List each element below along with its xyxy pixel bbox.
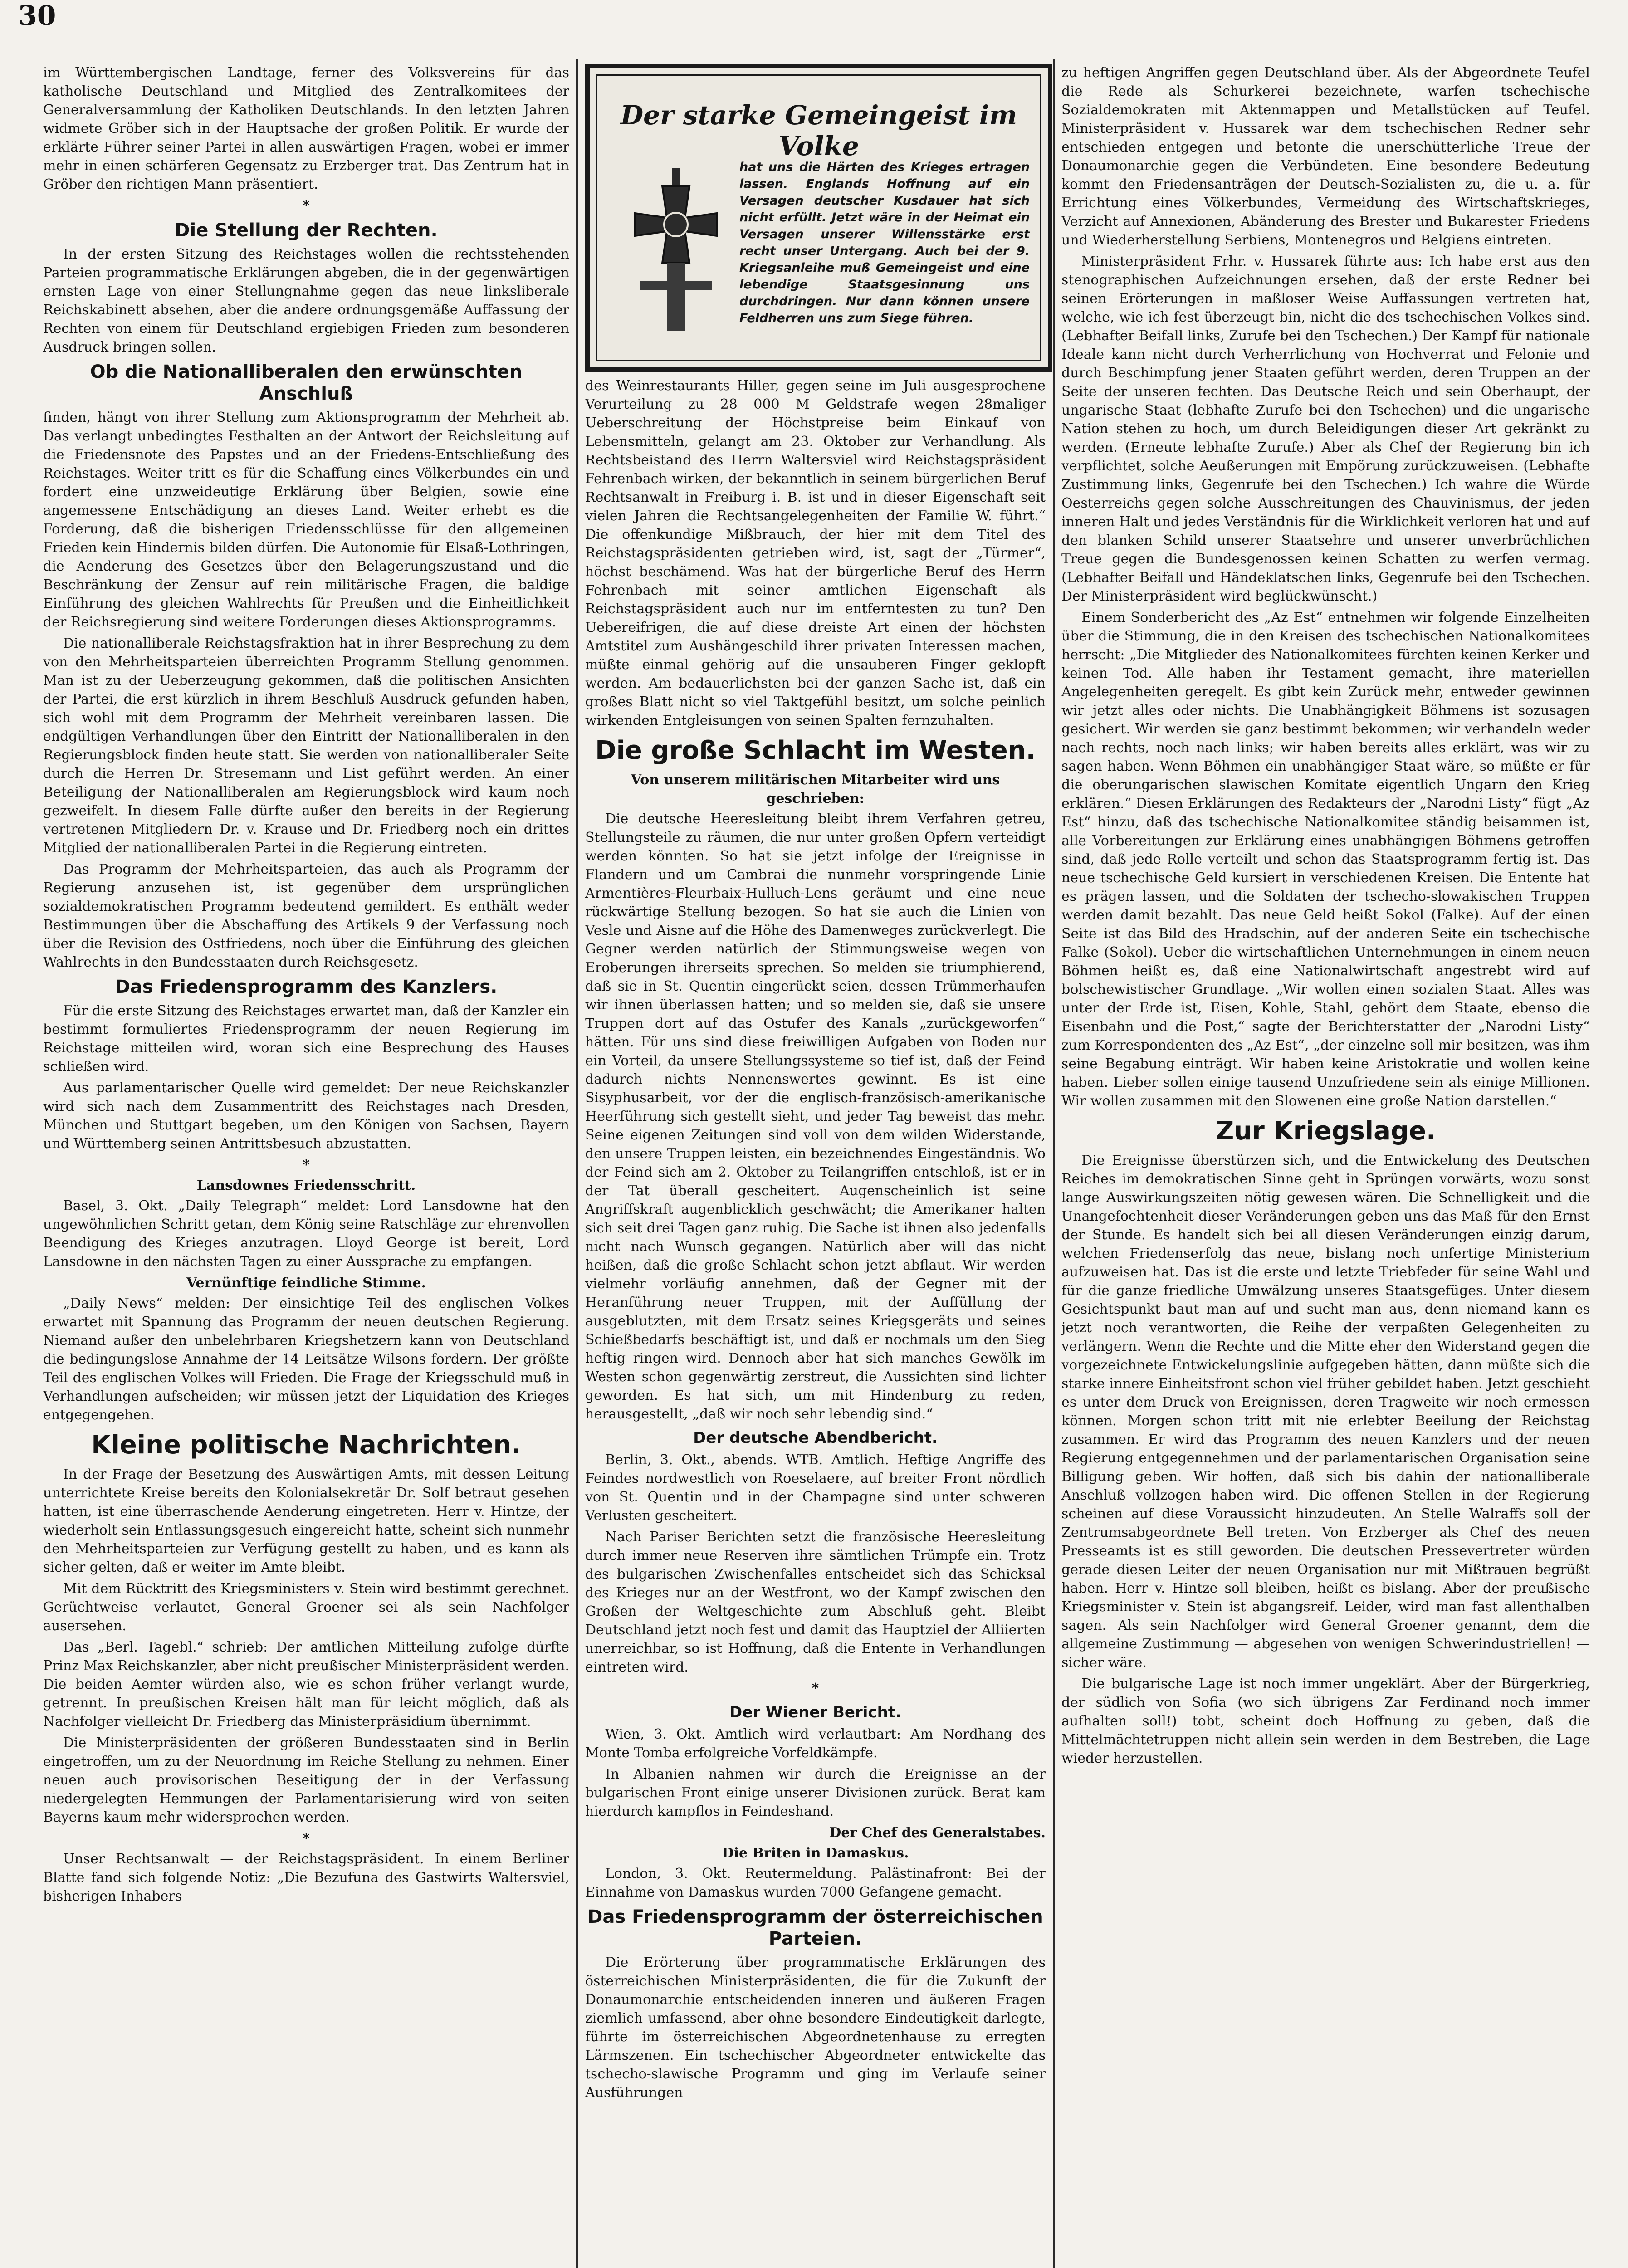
article-text: finden, hängt von ihrer Stellung zum Aktionsprogramm der Mehrheit ab. Das verlangt unbedingtes Festhalten an der Antwort der Reichsleitung auf die Friedensnote des Papstes und an der Friedens-Entschließung des Reichstages. Weiter tritt es für die Schaffung eines Völkerbundes ein und fordert eine unzweideutige Erklärung über Belgien, sowie eine angemessene Entschädigung an dieses Land. Weiter erhebt es die Forderung, daß die bisherigen Friedensschlüsse für den allgemeinen Frieden kein Hindernis bilden dürfen. Die Autonomie für Elsaß-Lothringen, die Aenderung des Gesetzes über den Belagerungszustand und die Beschränkung der Zensur auf rein militärische Fragen, die baldige Einführung des gleichen Wahlrechts für Preußen und die Einheitlichkeit der Reichsregierung sind weitere Forderungen dieses Aktionsprogramms. — [43, 410, 569, 630]
separator-star: * — [303, 1157, 310, 1173]
article-text: Nach Pariser Berichten setzt die französische Heeresleitung durch immer neue Reserven ihre sämtlichen Trümpfe ein. Trotz des bulgarischen Zwischenfalles entscheidet sich das Schicksal des Krieges nur an der Westfront, wo der Kampf zwischen den Großen der Weltgeschichte zum Abschluß geht. Bleibt Deutschland jetzt noch fest und damit das Hauptziel der Alliierten unerreichbar, so ist Hoffnung, daß die Entente in Verhandlungen eintreten wird. — [585, 1529, 1046, 1675]
subheadline-feindliche-stimme: Vernünftige feindliche Stimme. — [186, 1275, 426, 1291]
article-text: Ministerpräsident Frhr. v. Hussarek führte aus: Ich habe erst aus den stenographischen Aufzeichnungen ersehen, daß der erste Redner bei seinen Erörterungen in maßloser Weise Auffassungen vertreten hat, welche, wie ich fest überzeugt bin, nicht die des tschechischen Volkes sind. (Lebhafter Beifall links, Zurufe bei den Tschechen.) Der Kampf für nationale Ideale kann nicht durch Verherrlichung von Hochverrat und Felonie und durch Beschimpfung jener Staaten geführt werden, deren Truppen an der Seite der unseren fechten. Das Deutsche Reich und sein Oberhaupt, der ungarische Staat (lebhafte Zurufe bei den Tschechen) und die ungarische Nation stehen zu hoch, um durch Beleidigungen dieser Art gekränkt zu werden. (Erneute lebhafte Zurufe.) Aber als Chef der Regierung bin ich verpflichtet, solche Aeußerungen mit Empörung zurückzuweisen. (Lebhafte Zustimmung links, Gegenrufe bei den Tschechen.) Ich wahre die Würde Oesterreichs gegen solche Ausschreitungen des Chauvinismus, der jeden inneren Halt und jedes Verständnis für die Wirklichkeit verloren hat und auf den blanken Schild unserer Staatsehre und unserer unverbrüchlichen Treue gegen die Bundesgenossen keinen Schatten zu werfen vermag. (Lebhafter Beifall und Händeklatschen links, Gegenrufe bei den Tschechen. Der Ministerpräsident wird beglückwünscht.) — [1061, 254, 1590, 604]
column-rule-right — [1053, 59, 1055, 2268]
article-text: Die Ereignisse überstürzen sich, und die Entwickelung des Deutschen Reiches im demokratischen Sinne geht in Sprüngen vorwärts, wozu sonst lange Auswirkungszeiten nötig gewesen wären. Die Schnelligkeit und die Unangefochtenheit dieser Veränderungen geben uns das Maß für den Ernst der Stunde. Es handelt sich bei all diesen Veränderungen einzig darum, welchen Friedenserfolg das neue, bislang noch unfertige Ministerium aufzuweisen hat. Das ist die erste und letzte Triebfeder für seine Wahl und für die ganze friedliche Umwälzung unseres Staatsgefüges. Unter diesem Gesichtspunkt baut man auf und sucht man aus, denn niemand kann es jetzt noch verantworten, die Reihe der verpaßten Gelegenheiten zu verlängern. Wenn die Rechte und die Mitte eher den Widerstand gegen die vorgezeichnete Entwickelungslinie aufgegeben hätten, dann müßte sich die starke innere Einheitsfront schon viel früher gebildet haben. Jetzt geschieht es unter dem Druck von Ereignissen, deren Tragweite wir noch ermessen können. Morgen schon tritt mit nie erlebter Beeilung der Reichstag zusammen. Er wird das Programm des neuen Kanzlers und der neuen Regierung entgegennehmen und der parlamentarischen Organisation seine Billigung geben. Wir hoffen, daß sich bis dahin der nationalliberale Anschluß vollzogen haben wird. Die offenen Stellen in der Regierung scheinen auf diese Voraussicht hinzudeuten. An Stelle Walraffs soll der Zentrumsabgeordnete Bell treten. Von Erzberger als Chef des neuen Presseamts ist es still geworden. Die deutschen Pressevertreter würden gerade diesen Leiter der neuen Organisation nur mit Mißtrauen begrüßt haben. Herr v. Hintze soll bleiben, heißt es bislang. Aber der preußische Kriegsminister v. Stein ist abgangsreif. Leider, wird man fast allenthalben sagen. Als sein Nachfolger wird General Groener genannt, dem die allgemeine Zustimmung — abgesehen von wenigen Schwerindustriellen! — sicher wäre. — [1061, 1153, 1590, 1671]
article-text: Die bulgarische Lage ist noch immer ungeklärt. Aber der Bürgerkrieg, der südlich von Sofia (wo sich übrigens Zar Ferdinand noch immer aufhalten soll!) tobt, scheint doch Hoffnung zu geben, daß die Mittelmächtetruppen nicht allein sein werden in dem Bestreben, die Lage wieder herzustellen. — [1061, 1676, 1590, 1766]
headline-wiener-bericht: Der Wiener Bericht. — [729, 1703, 901, 1721]
separator-star: * — [303, 1831, 310, 1847]
page-number: 30 — [18, 0, 56, 32]
headline-kriegslage: Zur Kriegslage. — [1215, 1116, 1436, 1146]
article-text: London, 3. Okt. Reutermeldung. Palästinafront: Bei der Einnahme von Damaskus wurden 7000 Gefangene gemacht. — [585, 1866, 1046, 1900]
column-rule-left — [576, 59, 578, 2268]
separator-star: * — [812, 1681, 819, 1696]
headline-kanzler: Das Friedensprogramm des Kanzlers. — [115, 977, 498, 997]
ad-text: hat uns die Härten des Krieges ertragen lassen. Englands Hoffnung auf ein Versagen deutscher Kusdauer hat sich nicht erfüllt. Jetzt wäre in der Heimat ein Versagen unserer Willensstärke erst recht unser Untergang. Auch bei der 9. Kriegsanleihe muß Gemeingeist und eine lebendige Staatsgesinnung uns durchdringen. Nur dann können unsere Feldherren uns zum Siege führen. — [739, 160, 1030, 325]
column-3 — [1061, 64, 1590, 2268]
article-text: Die nationalliberale Reichstagsfraktion hat in ihrer Besprechung zu dem von den Mehrheitsparteien überreichten Programm Stellung genommen. Man ist zu der Ueberzeugung gekommen, daß die politischen Ansichten der Partei, die erst kürzlich in ihrem Beschluß Ausdruck gefunden haben, sich wohl mit dem Programm der Mehrheit vereinbaren lassen. Die endgültigen Verhandlungen über den Eintritt der Nationalliberalen in den Regierungsblock finden heute statt. Sie werden von nationalliberaler Seite durch die Herren Dr. Stresemann und List geführt werden. An einer Beteiligung der Nationalliberalen am Regierungsblock wird kaum noch gezweifelt. In diesem Falle dürfte außer den bereits in der Regierung vertretenen Mitgliedern Dr. v. Krause und Dr. Friedberg noch ein drittes Mitglied der nationalliberalen Partei in die Regierung eintreten. — [43, 635, 569, 856]
war-bond-advertisement — [585, 64, 1052, 372]
article-text: Das „Berl. Tagebl.“ schrieb: Der amtlichen Mitteilung zufolge dürfte Prinz Max Reichskanzler, aber nicht preußischer Ministerpräsident werden. Die beiden Aemter würden also, wie es schon früher verlangt wurde, getrennt. In preußischen Kreisen hält man für leicht möglich, daß als Nachfolger vielleicht Dr. Friedberg das Ministerpräsidium übernimmt. — [43, 1639, 569, 1730]
ad-title: Der starke Gemeingeist im Volke — [620, 100, 1017, 161]
headline-abendbericht: Der deutsche Abendbericht. — [693, 1429, 938, 1447]
article-text: Einem Sonderbericht des „Az Est“ entnehmen wir folgende Einzelheiten über die Stimmung, die in den Kreisen des tschechischen Nationalkomitees herrscht: „Die Mitglieder des Nationalkomitees fürchten keinen Kerker und keinen Tod. Alle haben ihr Testament gemacht, ihre materiellen Angelegenheiten geregelt. Es gibt kein Zurück mehr, entweder gewinnen wir jetzt alles oder nichts. Die Unabhängigkeit Böhmens ist sozusagen gesichert. Wir werden sie ganz bestimmt bekommen; wir verhandeln weder nach rechts, noch nach links; wir haben bereits alles erklärt, was wir zu sagen haben. Wenn Böhmen ein unabhängiger Staat wäre, so müßte er für die oberungarischen slawischen Komitate eigentlich Ungarn den Krieg erklären.“ Diesen Erklärungen des Redakteurs der „Narodni Listy“ fügt „Az Est“ hinzu, daß das tschechische Nationalkomitee ständig beisammen ist, alle Vorbereitungen zur Erklärung eines unabhängigen Böhmens getroffen sind, daß jede Rolle verteilt und schon das Staatsprogramm fertig ist. Das neue tschechische Geld kursiert in verschiedenen Kreisen. Die Entente hat es prägen lassen, und die Soldaten der tschecho-slowakischen Truppen werden damit bezahlt. Das neue Geld heißt Sokol (Falke). Auf der einen Seite ist das Bild des Hradschin, auf der anderen Seite ein tschechische Falke (Sokol). Ueber die wirtschaftlichen Unternehmungen in einem neuen Böhmen heißt es, daß eine Nationalwirtschaft angestrebt wird auf bolschewistischer Grundlage. „Wir wollen einen sozialen Staat. Alles was unter der Erde ist, Eisen, Kohle, Stahl, gehört dem Staate, ebenso die Eisenbahn und die Post,“ sagte der Berichterstatter der „Narodni Listy“ zum Korrespondenten des „Az Est“, „der einzelne soll mir besitzen, was ihm seine Begabung einträgt. Wir haben keine Aristokratie und wollen keine haben. Lieber sollen einige tausend Unzufriedene sein als einige Millionen. Wir wollen zusammen mit den Slowenen eine große Nation darstellen.“ — [1061, 610, 1590, 1109]
article-text: des Weinrestaurants Hiller, gegen seine im Juli ausgesprochene Verurteilung zu 28 000 M Geldstrafe wegen 28maliger Ueberschreitung der Höchstpreise beim Einkauf von Lebensmitteln, gelangt am 23. Oktober zur Verhandlung. Als Rechtsbeistand des Herrn Waltersviel wird Reichstagspräsident Fehrenbach wirken, der bekanntlich in seinem bürgerlichen Beruf Rechtsanwalt in Freiburg i. B. ist und in dieser Eigenschaft seit vielen Jahren die Rechtsangelegenheiten der Familie W. führt.“ Die offenkundige Mißbrauch, der hier mit dem Titel des Reichstagspräsidenten getrieben wird, ist, sagt der „Türmer“, höchst beschämend. Was hat der bürgerliche Beruf des Herrn Fehrenbach mit seiner amtlichen Eigenschaft als Reichstagspräsident auch nur im entferntesten zu tun? Den Uebereifrigen, die auf diese dreiste Art einen der höchsten Amtstitel zum Aushängeschild ihrer privaten Interessen machen, müßte einmal gehörig auf die unsauberen Finger geklopft werden. Am bedauerlichsten bei der ganzen Sache ist, daß ein großes Blatt nicht so viel Taktgefühl besitzt, um solche peinlich wirkenden Entgleisungen von seinen Spalten fernzuhalten. — [585, 378, 1046, 728]
article-text: In der Frage der Besetzung des Auswärtigen Amts, mit dessen Leitung unterrichtete Kreise bereits den Kolonialsekretär Dr. Solf betraut gesehen hatten, ist eine überraschende Aenderung eingetreten. Herr v. Hintze, der wiederholt sein Entlassungsgesuch eingereicht hatte, scheint sich nunmehr den Mehrheitsparteien zur Verfügung gestellt zu haben, und es kann als sicher gelten, daß er weiter im Amte bleibt. — [43, 1466, 569, 1575]
subheadline-lansdowne: Lansdownes Friedensschritt. — [196, 1178, 416, 1193]
byline-military: Von unserem militärischen Mitarbeiter wird uns geschrieben: — [631, 772, 1000, 807]
signature-generalstab: Der Chef des Generalstabes. — [829, 1825, 1046, 1841]
headline-grosse-schlacht: Die große Schlacht im Westen. — [595, 736, 1036, 765]
article-text: Wien, 3. Okt. Amtlich wird verlautbart: Am Nordhang des Monte Tomba erfolgreiche Vorfeldkämpfe. — [585, 1726, 1046, 1761]
article-text: „Daily News“ melden: Der einsichtige Teil des englischen Volkes erwartet mit Spannung das Programm der neuen deutschen Regierung. Niemand außer den unbelehrbaren Kriegshetzern kann von Deutschland die bedingungslose Annahme der 14 Leitsätze Wilsons fordern. Der größte Teil des englischen Volkes will Frieden. Die Frage der Kriegsschuld muß in Verhandlungen aufscheiden; wir müssen jetzt der Liquidation des Krieges entgegengehen. — [43, 1295, 569, 1423]
headline-nationalliberalen: Ob die Nationalliberalen den erwünschten Anschluß — [90, 362, 523, 404]
article-text: Berlin, 3. Okt., abends. WTB. Amtlich. Heftige Angriffe des Feindes nordwestlich von Roeselaere, auf breiter Front nördlich von St. Quentin und in der Champagne sind unter schweren Verlusten gescheitert. — [585, 1452, 1046, 1524]
article-text: im Württembergischen Landtage, ferner des Volksvereins für das katholische Deutschland und Mitglied des Zentralkomitees der Generalversammlung der Katholiken Deutschlands. In den letzten Jahren widmete Gröber sich in der Hauptsache der großen Politik. Er wurde der erklärte Führer seiner Partei in allen auswärtigen Fragen, wobei er immer mehr in einen schärferen Gegensatz zu Erzberger trat. Das Zentrum hat in Gröber den richtigen Mann präsentiert. — [43, 65, 569, 192]
headline-oesterreich: Das Friedensprogramm der österreichischen Parteien. — [587, 1906, 1043, 1949]
article-text: Für die erste Sitzung des Reichstages erwartet man, daß der Kanzler ein bestimmt formuliertes Friedensprogramm der neuen Regierung im Reichstage mitteilen wird, woran sich eine Besprechung des Hauses schließen wird. — [43, 1003, 569, 1075]
subheadline-damaskus: Die Briten in Damaskus. — [722, 1845, 909, 1861]
article-text: Mit dem Rücktritt des Kriegsministers v. Stein wird bestimmt gerechnet. Gerüchtweise verlautet, General Groener sei als sein Nachfolger ausersehen. — [43, 1581, 569, 1634]
separator-star: * — [303, 198, 310, 214]
article-text: Die Erörterung über programmatische Erklärungen des österreichischen Ministerpräsidenten, die für die Zukunft der Donaumonarchie entscheidenden inneren und äußeren Fragen ziemlich umfassend, aber ohne besondere Eindeutigkeit darlegte, führte im österreichischen Abgeordnetenhause zu erregten Lärmszenen. Ein tschechischer Abgeordneter entwickelte das tschecho-slawische Programm und ging im Verlaufe seiner Ausführungen — [585, 1955, 1046, 2101]
article-text: In der ersten Sitzung des Reichstages wollen die rechtsstehenden Parteien programmatische Erklärungen abgeben, die in der gegenwärtigen ernsten Lage von einer Stellungnahme gegen das neue linksliberale Reichskabinett absehen, aber die andere ordnungsgemäße Auffassung der Rechten von einem für Deutschland ergiebigen Frieden zum besonderen Ausdruck bringen sollen. — [43, 246, 569, 355]
iron-cross-icon — [621, 168, 730, 331]
article-text: Aus parlamentarischer Quelle wird gemeldet: Der neue Reichskanzler wird sich nach dem Zusammentritt des Reichstages nach Dresden, München und Stuttgart begeben, um den Königen von Sachsen, Bayern und Württemberg seinen Antrittsbesuch abzustatten. — [43, 1080, 569, 1152]
article-text: In Albanien nahmen wir durch die Ereignisse an der bulgarischen Front einige unserer Divisionen zurück. Berat kam hierdurch kampflos in Feindeshand. — [585, 1766, 1046, 1819]
article-text: Die deutsche Heeresleitung bleibt ihrem Verfahren getreu, Stellungsteile zu räumen, die nur unter großen Opfern verteidigt werden könnten. So hat sie jetzt infolge der Ereignisse in Flandern und um Cambrai die nunmehr vorspringende Linie Armentières-Fleurbaix-Hulluch-Lens geräumt und eine neue rückwärtige Stellung bezogen. So hat sie auch die Linien von Vesle und Aisne auf die Höhe des Damenweges zurückverlegt. Die Gegner werden natürlich der Stimmungsweise wegen von Eroberungen ihrerseits sprechen. So melden sie triumphierend, daß sie in St. Quentin eingerückt seien, dessen Trümmerhaufen wir ihnen überlassen hatten; und so melden sie, daß sie unsere Truppen dort auf das Ostufer des Kanals „zurückgeworfen“ hätten. Für uns sind diese freiwilligen Aufgaben von Boden nur ein Vorteil, da unsere Stellungssysteme so tief ist, daß der Feind dadurch nichts Nennenswertes gewinnt. Es ist eine Sisyphusarbeit, vor der die englisch-französisch-amerikanische Heerführung sich gestellt sieht, und jeder Tag beweist das mehr. Seine eigenen Zeitungen sind voll von dem wilden Widerstande, den unsere Truppen leisten, ein bezeichnendes Eingeständnis. Wo der Feind sich am 2. Oktober zu Teilangriffen entschloß, ist er in der Tat überall gescheitert. Augenscheinlich ist seine Angriffskraft augenblicklich geschwächt; die Amerikaner halten sich seit drei Tagen ganz ruhig. Die Sache ist ihnen also jedenfalls nicht nach Wunsch gegangen. Natürlich aber will das nicht heißen, daß die große Schlacht schon jetzt abflaut. Wir werden vielmehr vorläufig annehmen, daß der Gegner mit der Heranführung neuer Truppen, mit der Auffüllung der ausgeblutzten, mit dem Ersatz seines Kriegsgeräts und seines Schießbedarfs beschäftigt ist, und daß er nochmals um den Sieg heftig ringen wird. Dennoch aber hat sich manches Gewölk im Westen schon gegenwärtig zerstreut, die Aussichten sind lichter geworden. Es hat sich, um mit Hindenburg zu reden, herausgestellt, „daß wir noch sehr lebendig sind.“ — [585, 811, 1046, 1422]
article-text: Basel, 3. Okt. „Daily Telegraph“ meldet: Lord Lansdowne hat den ungewöhnlichen Schritt getan, dem König seine Ratschläge zur ehrenvollen Beendigung des Krieges anzutragen. Lloyd George ist bereit, Lord Lansdowne in den nächsten Tagen zu einer Aussprache zu empfangen. — [43, 1198, 569, 1270]
column-2 — [585, 376, 1046, 2268]
article-text: Unser Rechtsanwalt — der Reichstagspräsident. In einem Berliner Blatte fand sich folgende Notiz: „Die Bezufuna des Gastwirts Waltersviel, bisherigen Inhabers — [43, 1851, 569, 1904]
column-1 — [43, 64, 569, 2268]
headline-kleine-nachrichten: Kleine politische Nachrichten. — [91, 1430, 521, 1460]
article-text: Das Programm der Mehrheitsparteien, das auch als Programm der Regierung anzusehen ist, ist gegenüber dem ursprünglichen sozialdemokratischen Programm bedeutend gemildert. Es enthält weder Bestimmungen über die Abschaffung des Artikels 9 der Verfassung noch über die Revision des Ostfriedens, noch über die Einführung des gleichen Wahlrechts in den Bundesstaaten durch Reichsgesetz. — [43, 861, 569, 970]
article-text: zu heftigen Angriffen gegen Deutschland über. Als der Abgeordnete Teufel die Rede als Schurkerei bezeichnete, warfen tschechische Sozialdemokraten mit Aktenmappen und Metallstücken auf Teufel. Ministerpräsident v. Hussarek war dem tschechischen Redner sehr entschieden entgegen und betonte die unerschütterliche Treue der Donaumonarchie gegen die Verbündeten. Eine besondere Bedeutung kommt den Friedensanträgen der Deutsch-Sozialisten zu, die u. a. für Errichtung eines Völkerbundes, Vermeidung des Wirtschaftskrieges, Verzicht auf Annexionen, Abänderung des Brester und Bukarester Friedens und Wiederherstellung Serbiens, Montenegros und Belgiens eintreten. — [1061, 65, 1590, 248]
article-text: Die Ministerpräsidenten der größeren Bundesstaaten sind in Berlin eingetroffen, um zu der Neuordnung im Reiche Stellung zu nehmen. Einer neuen auch provisorischen Beseitigung der in der Verfassung niedergelegten Hemmungen der Parlamentarisierung wird von seiten Bayerns kaum mehr widersprochen werden. — [43, 1735, 569, 1825]
headline-rechten: Die Stellung der Rechten. — [175, 220, 438, 241]
